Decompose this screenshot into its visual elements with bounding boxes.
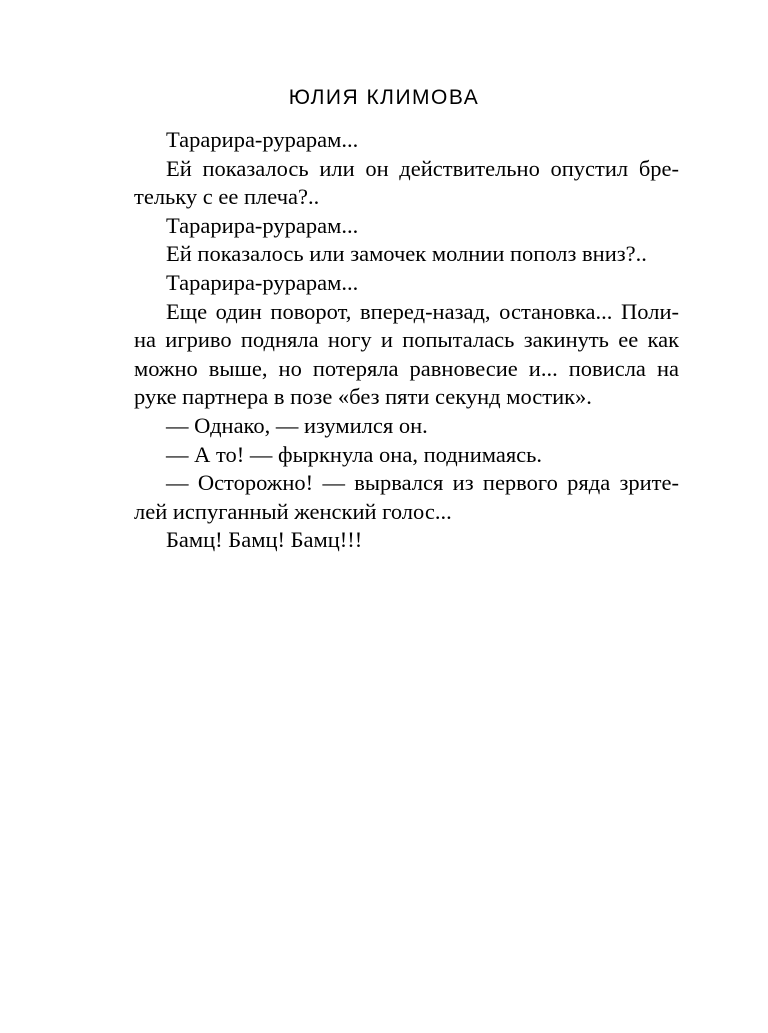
text-line: можно выше, но потеряла равновесие и... повисла на (134, 355, 679, 381)
paragraph (134, 240, 679, 269)
paragraph (134, 469, 679, 526)
paragraph (134, 269, 679, 298)
text-line: Тарарира-рурарам... (166, 212, 359, 238)
text-line: — А то! — фыркнула она, поднимаясь. (166, 441, 543, 467)
running-head: ЮЛИЯ КЛИМОВА (288, 86, 480, 109)
paragraph (134, 412, 679, 441)
text-line: Ей показалось или он действительно опустил бре- (166, 155, 679, 181)
paragraph (134, 155, 679, 212)
paragraph (134, 212, 679, 241)
text-body (134, 126, 679, 555)
text-line: на игриво подняла ногу и попыталась закинуть ее как (134, 327, 679, 353)
text-line: лей испуганный женский голос... (134, 498, 452, 524)
text-line: — Осторожно! — вырвался из первого ряда зрите- (166, 470, 679, 496)
text-line: Ей показалось или замочек молнии пополз вниз?.. (166, 241, 647, 267)
text-line: тельку с ее плеча?.. (134, 184, 320, 210)
text-line: Бамц! Бамц! Бамц!!! (166, 527, 363, 553)
text-line: руке партнера в позе «без пяти секунд мостик». (134, 384, 592, 410)
text-line: Еще один поворот, вперед-назад, остановка... Поли- (166, 298, 679, 324)
paragraph (134, 526, 679, 555)
text-line: Тарарира-рурарам... (166, 127, 359, 152)
text-line: — Однако, — изумился он. (166, 412, 428, 438)
paragraph (134, 126, 679, 155)
paragraph (134, 298, 679, 412)
paragraph (134, 441, 679, 470)
text-line: Тарарира-рурарам... (166, 269, 359, 295)
